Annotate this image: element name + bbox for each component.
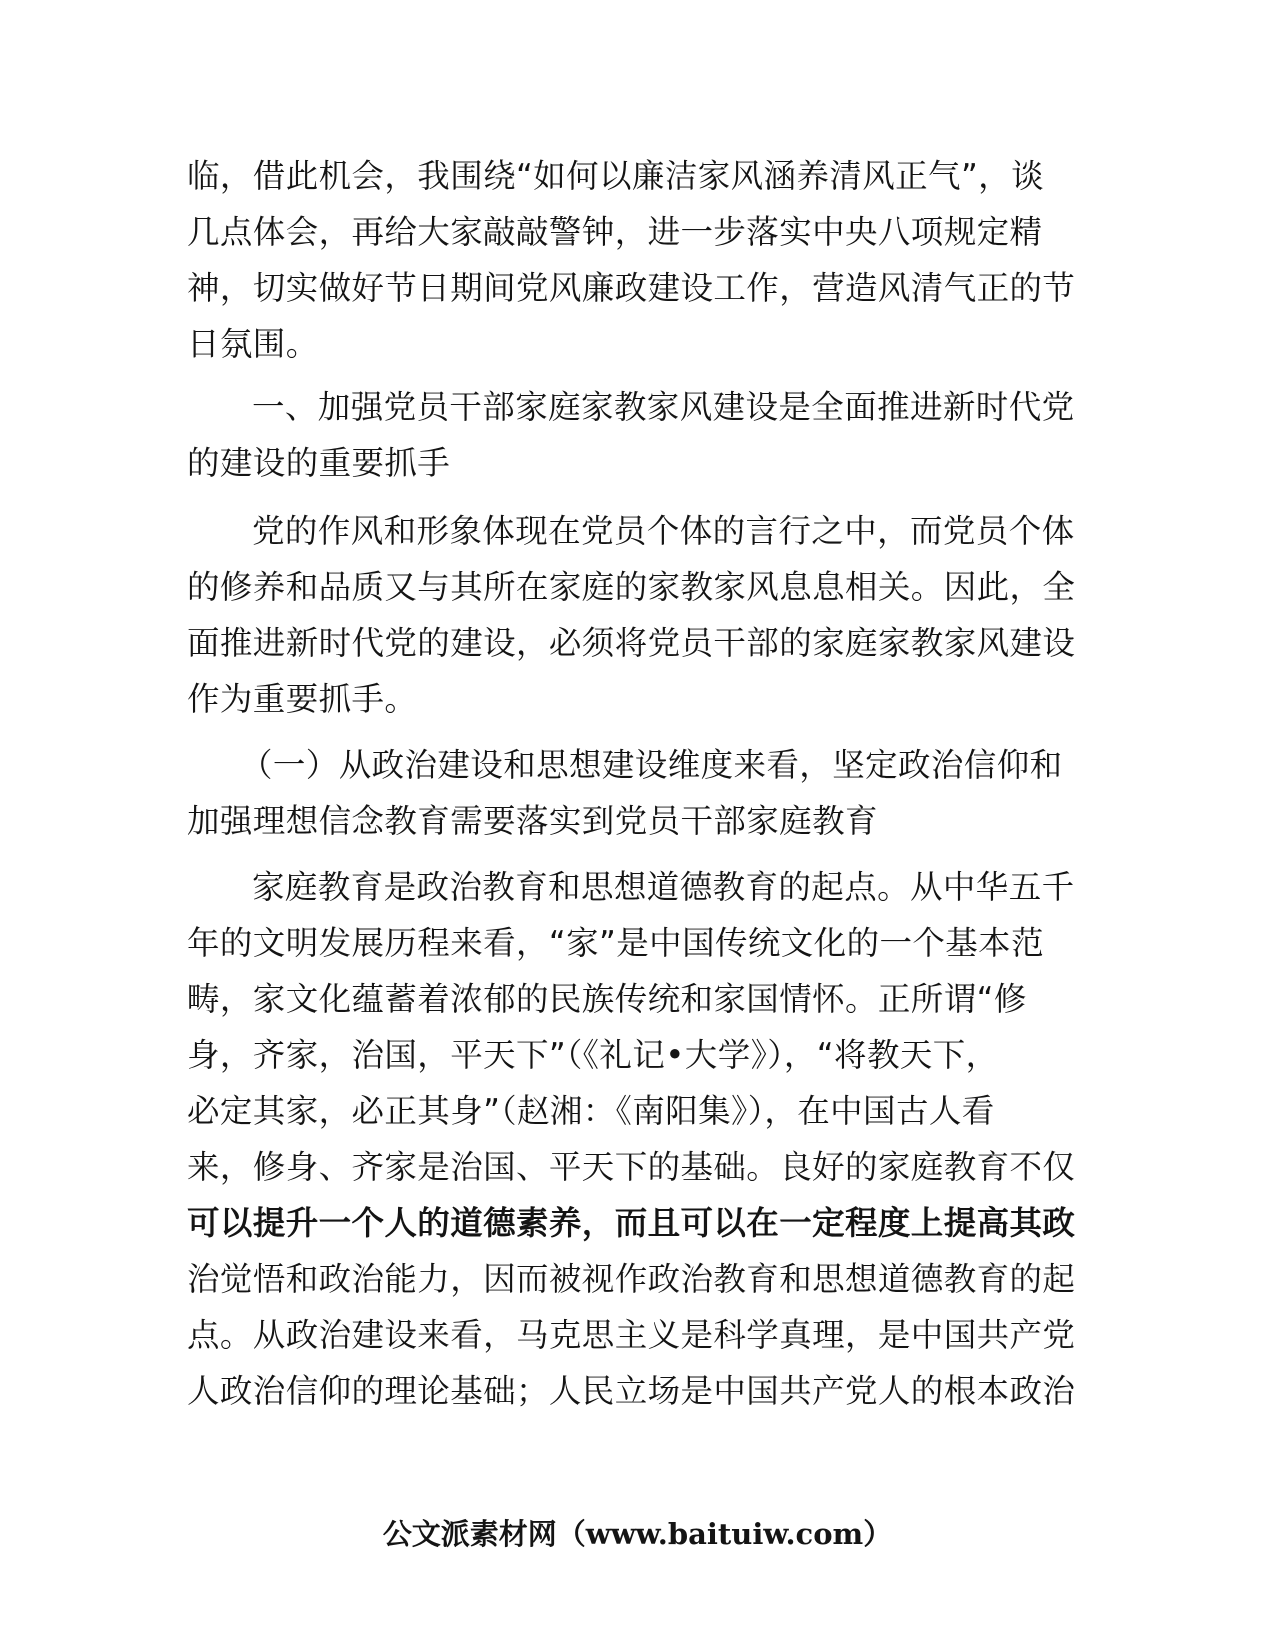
text-line: 几点体会，再给大家敲敲警钟，进一步落实中央八项规定精 [187, 213, 1043, 251]
heading-line: 一、加强党员干部家庭家教家风建设是全面推进新时代党 [252, 388, 1075, 426]
text-line: 畴，家文化蕴蓄着浓郁的民族传统和家国情怀。正所谓“修 [187, 980, 1027, 1018]
text-line: 的修养和品质又与其所在家庭的家教家风息息相关。因此，全 [187, 568, 1076, 606]
text-line: 来，修身、齐家是治国、平天下的基础。良好的家庭教育不仅 [187, 1148, 1076, 1186]
text-line: 人政治信仰的理论基础；人民立场是中国共产党人的根本政治 [187, 1372, 1076, 1410]
text-line: 可以提升一个人的道德素养，而且可以在一定程度上提高其政 [187, 1204, 1076, 1242]
text-line: 必定其家，必正其身”（赵湘：《南阳集》），在中国古人看 [187, 1092, 995, 1130]
subheading-line: 加强理想信念教育需要落实到党员干部家庭教育 [187, 802, 878, 840]
text-line: 点。从政治建设来看，马克思主义是科学真理，是中国共产党 [187, 1316, 1076, 1354]
text-line: 面推进新时代党的建设，必须将党员干部的家庭家教家风建设 [187, 624, 1076, 662]
text-line: 治觉悟和政治能力，因而被视作政治教育和思想道德教育的起 [187, 1260, 1076, 1298]
heading-line: 的建设的重要抓手 [187, 444, 451, 482]
subheading-line: （一）从政治建设和思想建设维度来看，坚定政治信仰和 [240, 746, 1063, 784]
text-line: 作为重要抓手。 [187, 680, 418, 718]
text-line: 临，借此机会，我围绕“如何以廉洁家风涵养清风正气”，谈 [187, 157, 1044, 195]
footer-source: 公文派素材网（www.baituiw.com） [382, 1517, 893, 1551]
text-line: 家庭教育是政治教育和思想道德教育的起点。从中华五千 [252, 868, 1075, 906]
text-line: 党的作风和形象体现在党员个体的言行之中，而党员个体 [252, 512, 1075, 550]
text-line: 日氛围。 [187, 325, 319, 363]
text-line: 年的文明发展历程来看，“家”是中国传统文化的一个基本范 [187, 924, 1044, 962]
text-line: 身，齐家，治国，平天下”（《礼记•大学》），“将教天下， [187, 1036, 999, 1074]
text-line: 神，切实做好节日期间党风廉政建设工作，营造风清气正的节 [187, 269, 1076, 307]
